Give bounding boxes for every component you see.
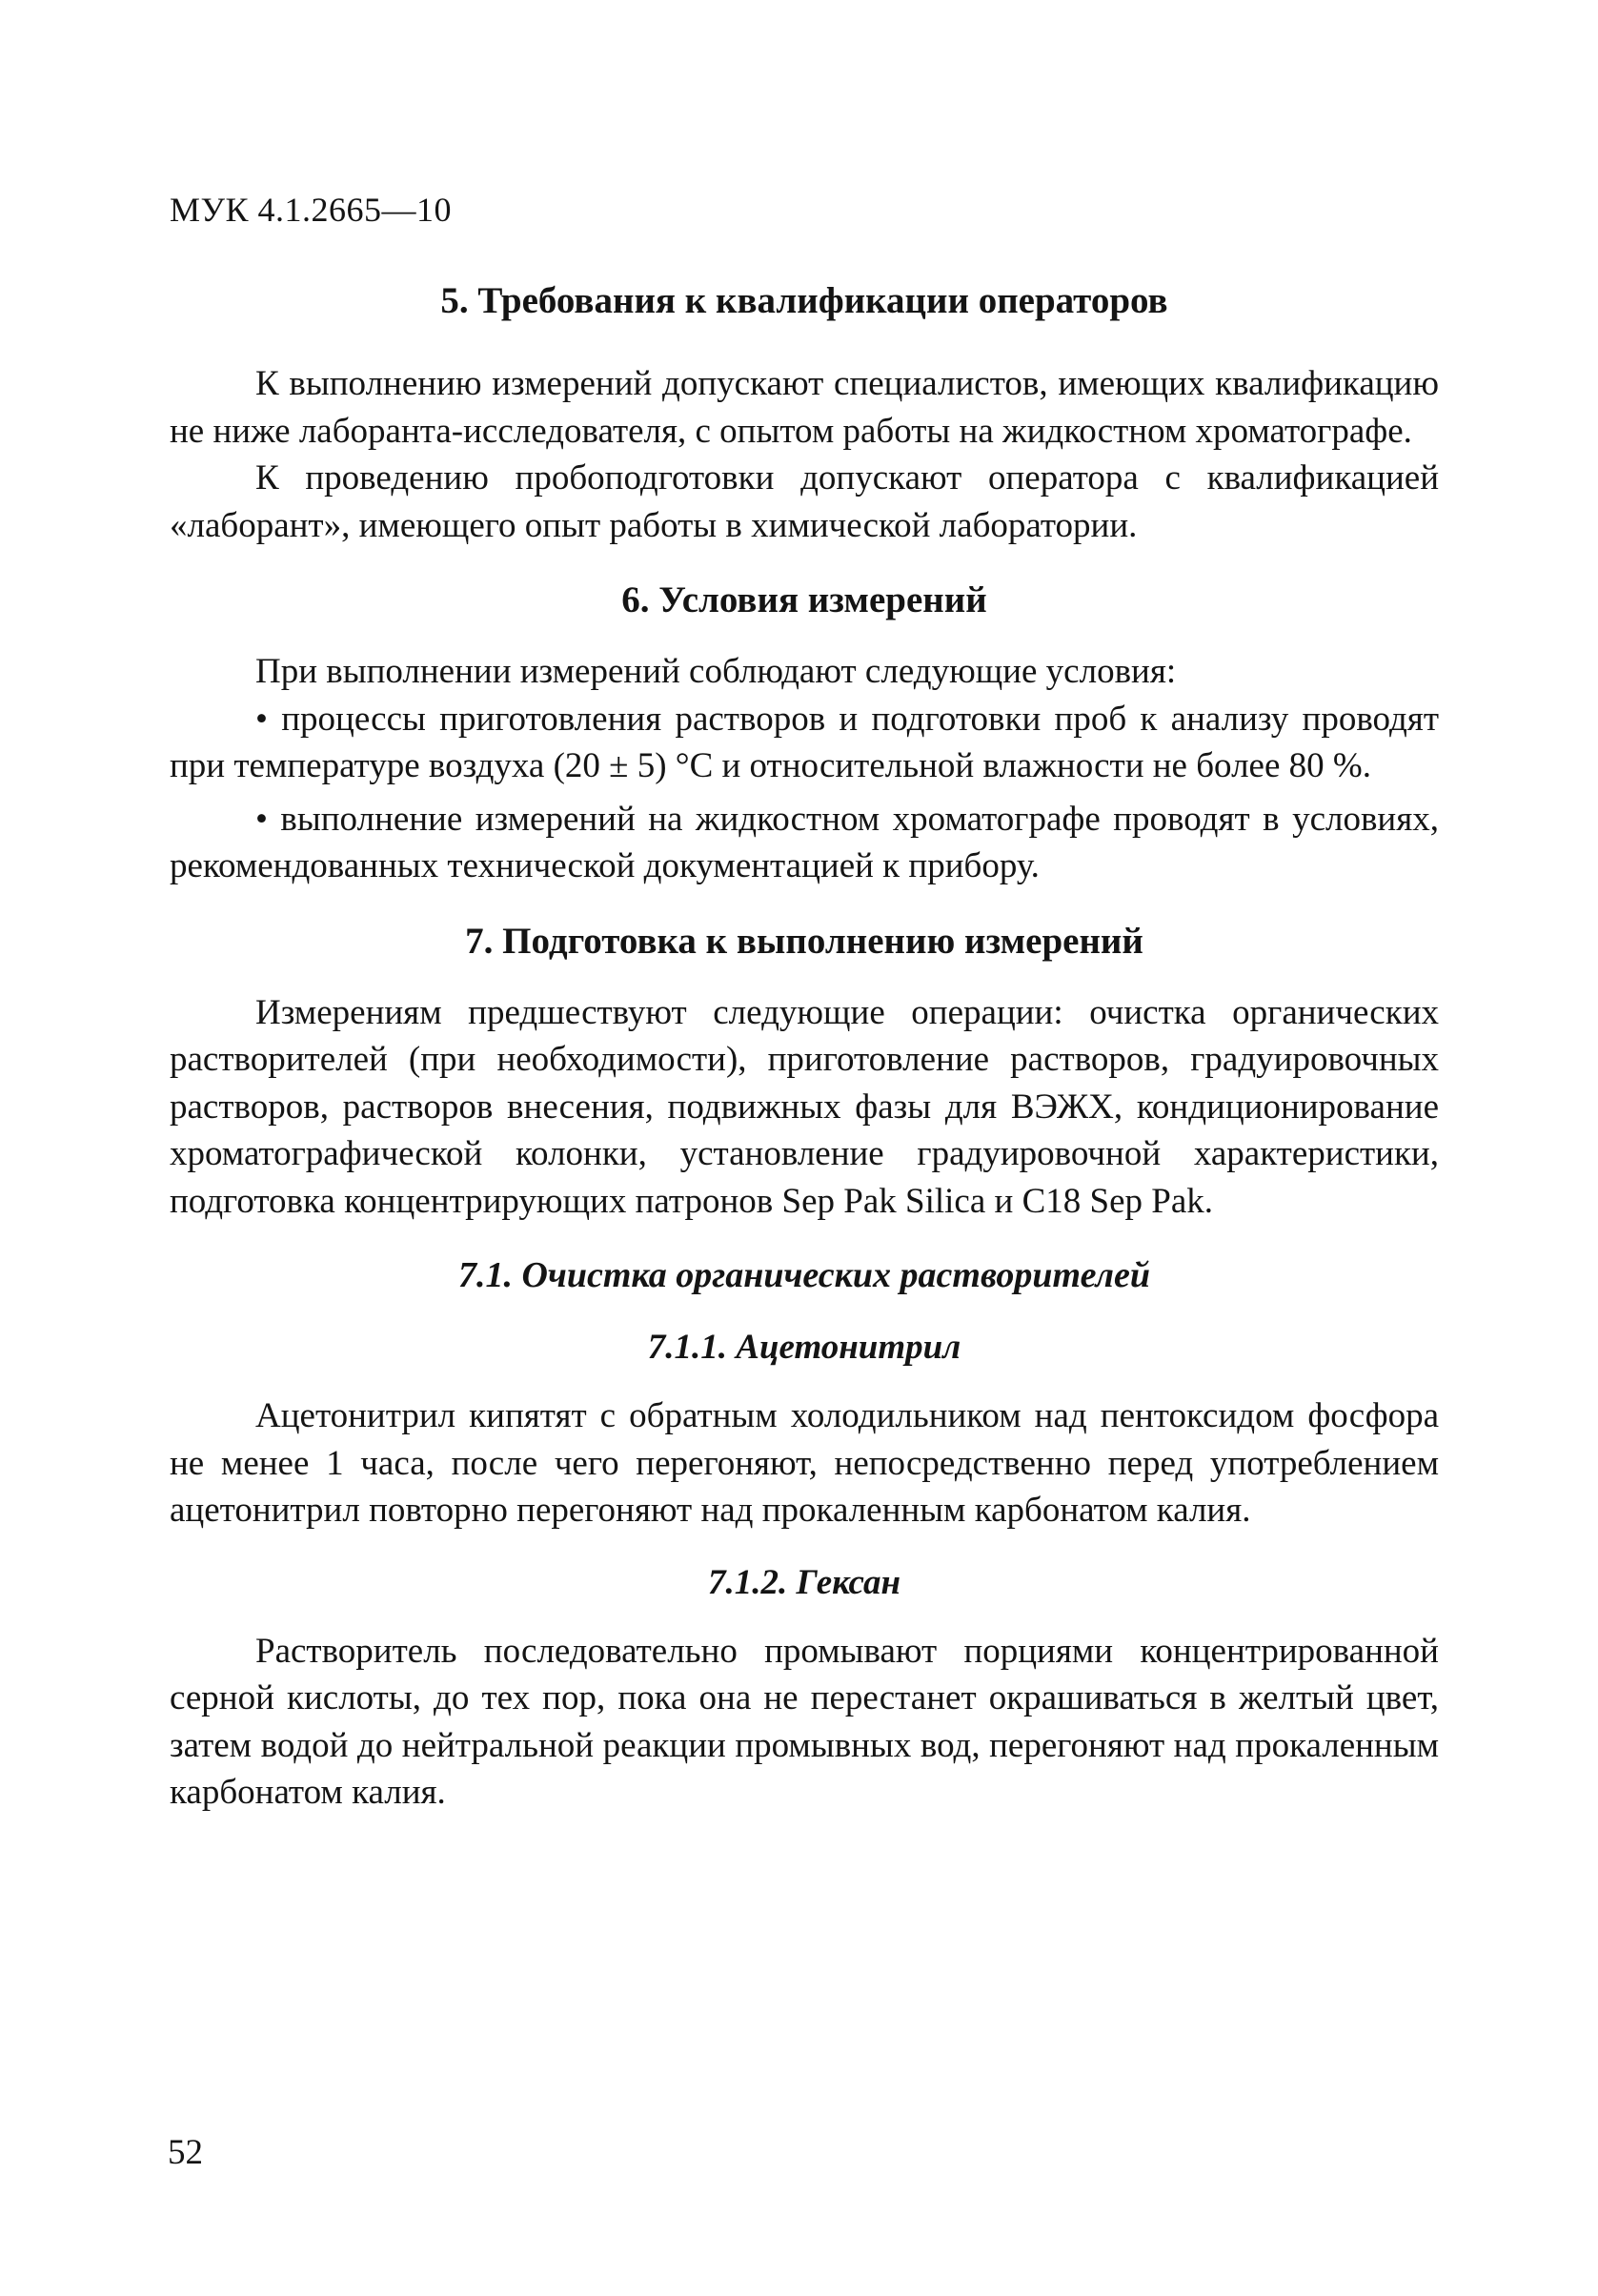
running-head: МУК 4.1.2665—10 [170,191,453,229]
section-6-title: 6. Условия измерений [621,579,987,620]
section-7-paragraph-1: Измерениям предшествуют следующие операции: очистка органических растворителей (при необходимости), приготовление растворов, градуировочных растворов, растворов внесения, подвижных фазы для ВЭЖХ, кондиционирование хроматографической колонки, установление градуировочной характеристики, подготовка концентрирующих патронов Sep Pak Silica и С18 Sep Pak. [170,992,1439,1221]
page-number: 52 [168,2133,203,2172]
subsection-7-1-2-title: 7.1.2. Гексан [707,1562,901,1602]
section-6-bullet-2: • выполнение измерений на жидкостном хроматографе проводят в условиях, рекомендованных технической документацией к прибору. [170,796,1439,890]
section-5-title: 5. Требования к квалификации операторов [440,280,1168,321]
subsection-7-1-2-text: Растворитель последовательно промывают порциями концентрированной серной кислоты, до тех пор, пока она не перестанет окрашиваться в желтый цвет, затем водой до нейтральной реакции промывных вод, перегоняют над прокаленным карбонатом калия. [170,1631,1439,1812]
subsection-7-1-1-text: Ацетонитрил кипятят с обратным холодильником над пентоксидом фосфора не менее 1 часа, после чего перегоняют, непосредственно перед употреблением ацетонитрил повторно перегоняют над прокаленным карбонатом калия. [170,1396,1439,1530]
section-6-bullet-1: • процессы приготовления растворов и подготовки проб к анализу проводят при температуре воздуха (20 ± 5) °С и относительной влажности не более 80 %. [170,696,1439,790]
section-7-title: 7. Подготовка к выполнению измерений [465,920,1143,962]
document-body [170,276,1439,1817]
section-6-intro: При выполнении измерений соблюдают следующие условия: [255,652,1177,691]
subsection-7-1-title: 7.1. Очистка органических растворителей [457,1255,1151,1295]
section-5-paragraph-1: К выполнению измерений допускают специалистов, имеющих квалификацию не ниже лаборанта-исследователя, с опытом работы на жидкостном хроматографе. [170,364,1439,451]
subsection-7-1-1-title: 7.1.1. Ацетонитрил [647,1328,961,1367]
section-5-paragraph-2: К проведению пробоподготовки допускают оператора с квалификацией «лаборант», имеющего опыт работы в химической лаборатории. [170,458,1439,545]
